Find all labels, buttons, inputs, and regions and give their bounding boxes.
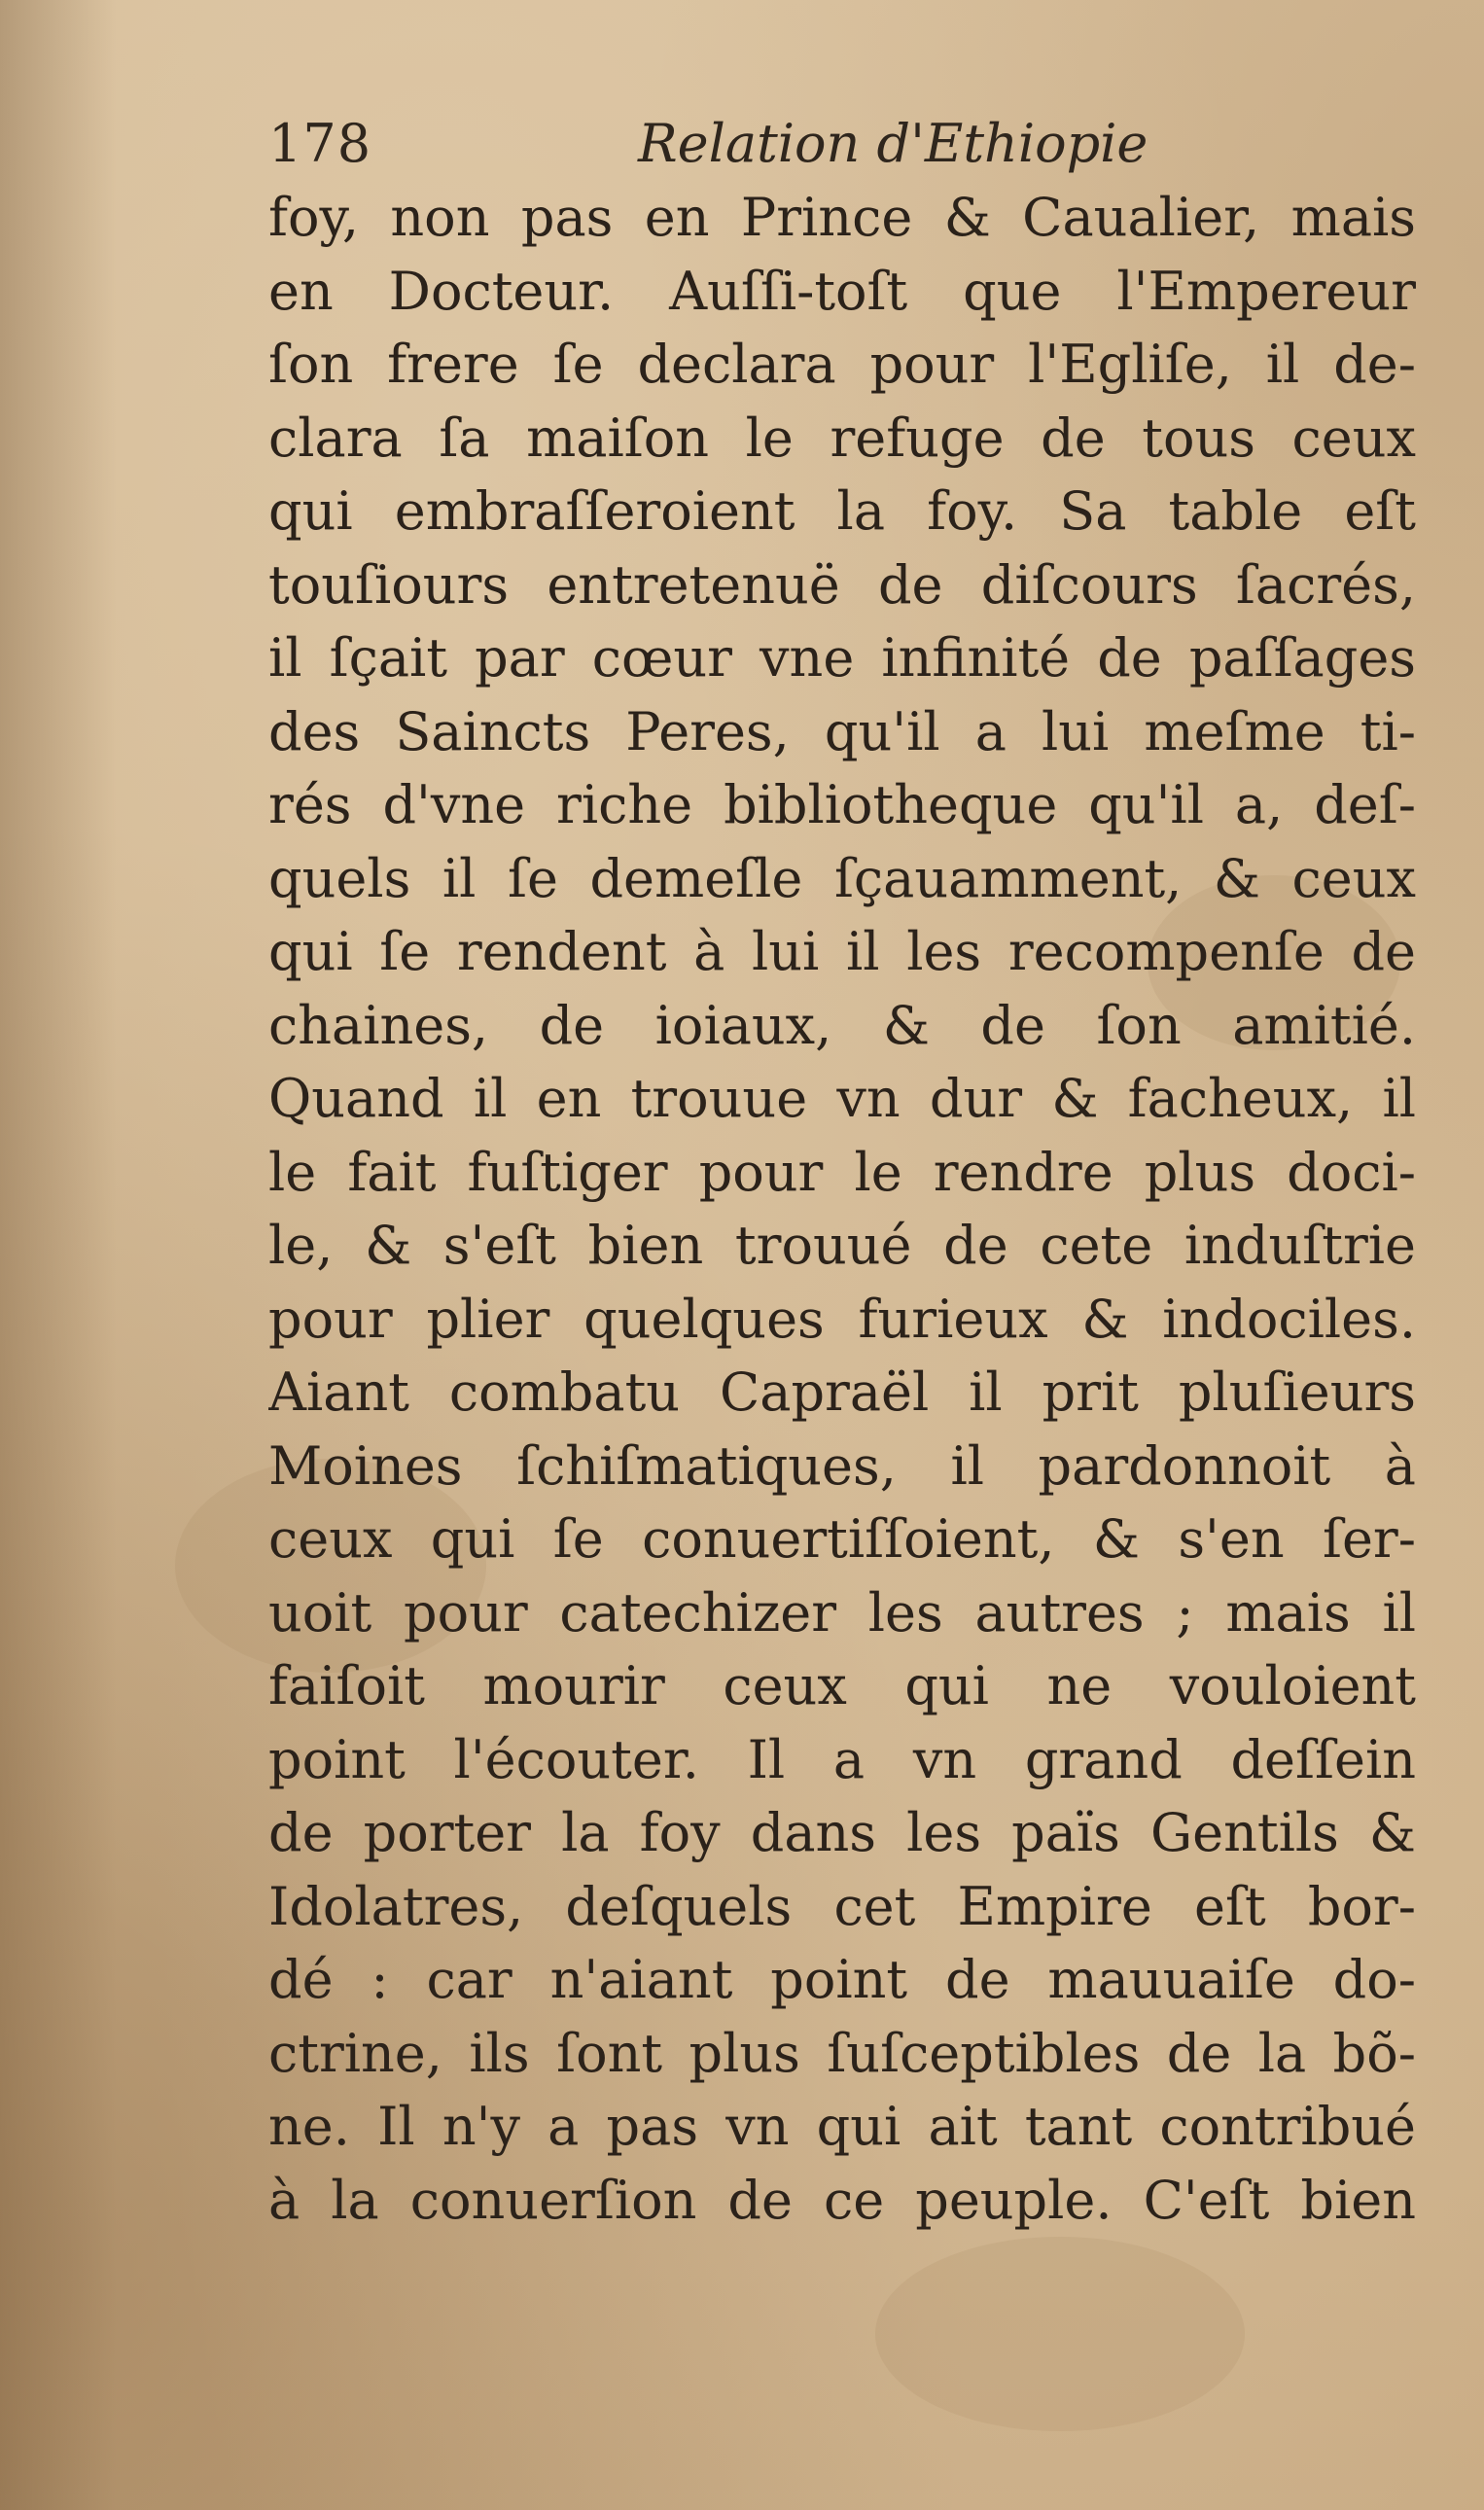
text-line: de porter la foy dans les païs Gentils &: [268, 1802, 1416, 1863]
text-line: à la conuerſion de ce peuple. C'eſt bien: [268, 2169, 1416, 2231]
text-line: Moines ſchiſmatiques, il pardonnoit à: [268, 1434, 1416, 1497]
text-line: dé : car n'aiant point de mauuaiſe do-: [268, 1949, 1416, 2010]
text-line: il ſçait par cœur vne infinité de paſſages: [268, 627, 1416, 689]
gutter-shadow: [0, 0, 117, 2510]
text-line: qui ſe rendent à lui il les recompenſe de: [268, 921, 1416, 982]
text-line: ne. Il n'y a pas vn qui ait tant contribué: [268, 2096, 1416, 2157]
text-line: Idolatres, deſquels cet Empire eſt bor-: [268, 1875, 1416, 1937]
text-line: rés d'vne riche bibliotheque qu'il a, deſ-: [268, 774, 1416, 835]
text-line: touſiours entretenuë de diſcours ſacrés,: [268, 553, 1416, 616]
text-line: uoit pour catechizer les autres ; mais il: [268, 1581, 1416, 1644]
text-line: des Saincts Peres, qu'il a lui meſme ti-: [268, 700, 1416, 762]
text-line: ceux qui ſe conuertiſſoient, & s'en ſer-: [268, 1508, 1416, 1570]
text-line: Quand il en trouue vn dur & facheux, il: [268, 1068, 1416, 1129]
text-line: qui embraſſeroient la foy. Sa table eſt: [268, 480, 1416, 542]
text-line: ctrine, ils ſont plus ſuſceptibles de la bõ-: [268, 2022, 1416, 2084]
text-line: le, & s'eſt bien trouué de cete induſtrie: [268, 1215, 1416, 1276]
page-header: [268, 105, 1416, 183]
paper-stain: [875, 2237, 1245, 2431]
text-line: chaines, de ioiaux, & de ſon amitié.: [268, 994, 1416, 1056]
text-line: le fait fuſtiger pour le rendre plus doci-: [268, 1141, 1416, 1203]
text-line: point l'écouter. Il a vn grand deſſein: [268, 1728, 1416, 1790]
text-line: foy, non pas en Prince & Caualier, mais: [268, 187, 1416, 248]
running-title: Relation d'Ethiopie: [638, 113, 1148, 174]
page-number: 178: [268, 113, 372, 174]
body-text: [268, 181, 1416, 2237]
text-line: clara ſa maiſon le refuge de tous ceux: [268, 407, 1416, 469]
text-line: en Docteur. Auſſi-toſt que l'Empereur: [268, 260, 1416, 322]
text-line: quels il ſe demeſle ſçauamment, & ceux: [268, 847, 1416, 909]
text-line: faiſoit mourir ceux qui ne vouloient: [268, 1655, 1416, 1716]
text-line: pour plier quelques furieux & indociles.: [268, 1288, 1416, 1350]
text-line: Aiant combatu Capraël il prit pluſieurs: [268, 1361, 1416, 1423]
text-line: ſon frere ſe declara pour l'Egliſe, il de-: [268, 334, 1416, 395]
